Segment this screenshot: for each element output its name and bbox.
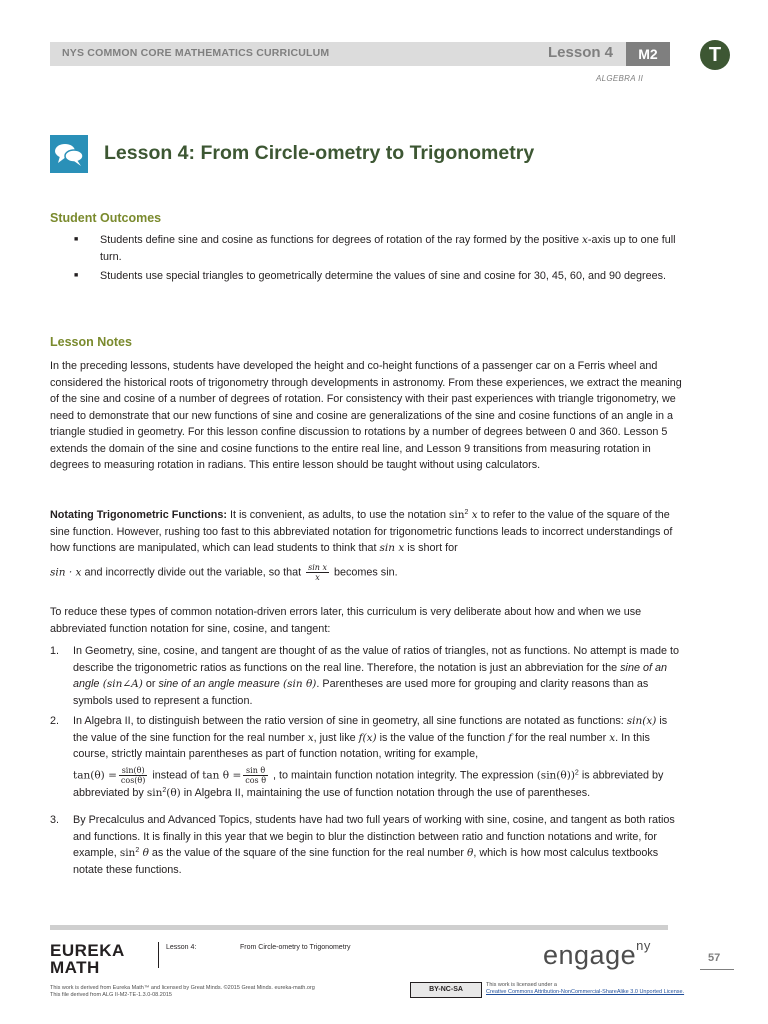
license-statement: This work is licensed under a Creative Commons Attribution-NonCommercial-ShareAlike 3.0 Unported License.: [486, 982, 685, 995]
outcome-item: ■ Students define sine and cosine as functions for degrees of rotation of the ray formed by the positive x-axis up to one full turn.: [74, 234, 676, 263]
bullet-icon: ■: [74, 236, 79, 243]
fraction: $\frac{\sin(\theta)}{\cos(\theta)}$: [120, 765, 146, 785]
engageny-logo: engage$^{ny}$: [543, 938, 651, 970]
bullet-icon: ■: [74, 272, 79, 279]
footer-lesson: Lesson 4:: [166, 944, 197, 951]
notation-paragraph: Notating Trigonometric Functions: It is convenient, as adults, to use the notation $\sin^2 x$ to refer to the value of the square of the sine function. However, rushing too fast to this abbreviated notation for trigonometric functions leads to incorrect understandings of how functions are manipulated, which can lead students to think that sin x is short for sin · x and incorrectly divide out the variable, so that $\frac{\text{sin x}}{x}$ becomes sin.: [50, 509, 673, 582]
intro-paragraph: To reduce these types of common notation-driven errors later, this curriculum is very deliberate about how and when we use abbreviated function notation for sine, cosine, and tangent:: [50, 606, 642, 635]
student-outcomes-heading: Student Outcomes: [50, 211, 162, 225]
footer-divider: [158, 942, 159, 968]
teacher-badge-icon: T: [700, 40, 730, 70]
lesson-notes-heading: Lesson Notes: [50, 335, 132, 349]
license-link[interactable]: Creative Commons Attribution-NonCommercial-ShareAlike 3.0 Unported License.: [486, 989, 685, 995]
footer-title: From Circle-ometry to Trigonometry: [240, 944, 351, 951]
creative-commons-badge: BY-NC-SA: [410, 982, 482, 998]
page-number: 57: [708, 952, 721, 964]
lesson-label: Lesson 4: [548, 44, 614, 61]
eureka-math-logo: EUREKA MATH: [50, 941, 125, 977]
numbered-item-3: 3. By Precalculus and Advanced Topics, students have had two full years of working with sine, cosine, and tangent as both ratios and functions. It is finally in this year that we begin to blur the distinction between ratio and function notations and write, for example, $\sin^2 \theta$ as the value of the square of the sine function for the real number θ, which is how most calculus textbooks notate these functions.: [50, 814, 675, 876]
page-title: Lesson 4: From Circle-ometry to Trigonometry: [104, 142, 535, 164]
license-text: This work is derived from Eureka Math™ and licensed by Great Minds. ©2015 Great Minds. eureka-math.org This file derived from ALG II-M2-TE-1.3.0-08.2015: [50, 985, 315, 998]
page-number-underline: [700, 969, 734, 970]
fraction: $\frac{\text{sin θ}}{\text{cos θ}}$: [245, 765, 267, 785]
speech-bubbles-icon: [50, 135, 88, 173]
outcome-item: ■ Students use special triangles to geometrically determine the values of sine and cosine for 30, 45, 60, and 90 degrees.: [74, 268, 684, 285]
fraction: $\frac{\text{sin x}}{x}$: [308, 562, 327, 582]
curriculum-label: NYS COMMON CORE MATHEMATICS CURRICULUM: [62, 47, 330, 59]
course-label: ALGEBRA II: [596, 74, 644, 83]
footer-bar: [50, 925, 668, 930]
lesson-notes-paragraph: In the preceding lessons, students have developed the height and co-height functions of a passenger car on a Ferris wheel and considered the historical roots of trigonometry through developments in astronomy. From these experiences, we extract the meaning of the sine and cosine of a number of degrees of rotation. For consistency with their past experiences with triangle trigonometry, we need to demonstrate that our new functions of sine and cosine are generalizations of the sine and cosine functions of an angle in a triangle studied in geometry. For this lesson confine discussion to rotations by a number of degrees between 0 and 360. Lesson 5 extends the domain of the sine and cosine functions to the entire real line, and Lesson 9 transitions from measuring rotation in degrees to measuring rotation in radians. This entire lesson should be taught without using calculators.: [50, 360, 682, 471]
numbered-item-2: 2. In Algebra II, to distinguish between the ratio version of sine in geometry, all sine functions are notated as functions: sin(x) is the value of the sine function for the real number x, just like f(x) is the value of the function f for the real number x. In this course, strictly maintain parentheses as part of function notation, writing for example, tan(θ) = $\frac{\sin(\theta)}{\cos(\theta)}$ instead of tan θ = $\frac{\text{sin θ}}{\text{cos θ}}$ , to maintain function notation integrity. The expression $(\sin(\theta))^2$ is abbreviated by abbreviated by $\sin^2(\theta)$ in Algebra II, maintaining the use of function notation through the use of parentheses.: [50, 715, 668, 799]
numbered-item-1: 1. In Geometry, sine, cosine, and tangent are thought of as the value of ratios of triangles, not as functions. No attempt is made to describe the trigonometric ratios as functions on the real line. Therefore, the notation is just an abbreviation for the sine of an angle (sin∠A) or sine of an angle measure (sin θ). Parentheses are used more for grouping and clarity reasons than as symbols used to represent a function.: [50, 645, 679, 707]
module-badge: M2: [626, 42, 670, 66]
